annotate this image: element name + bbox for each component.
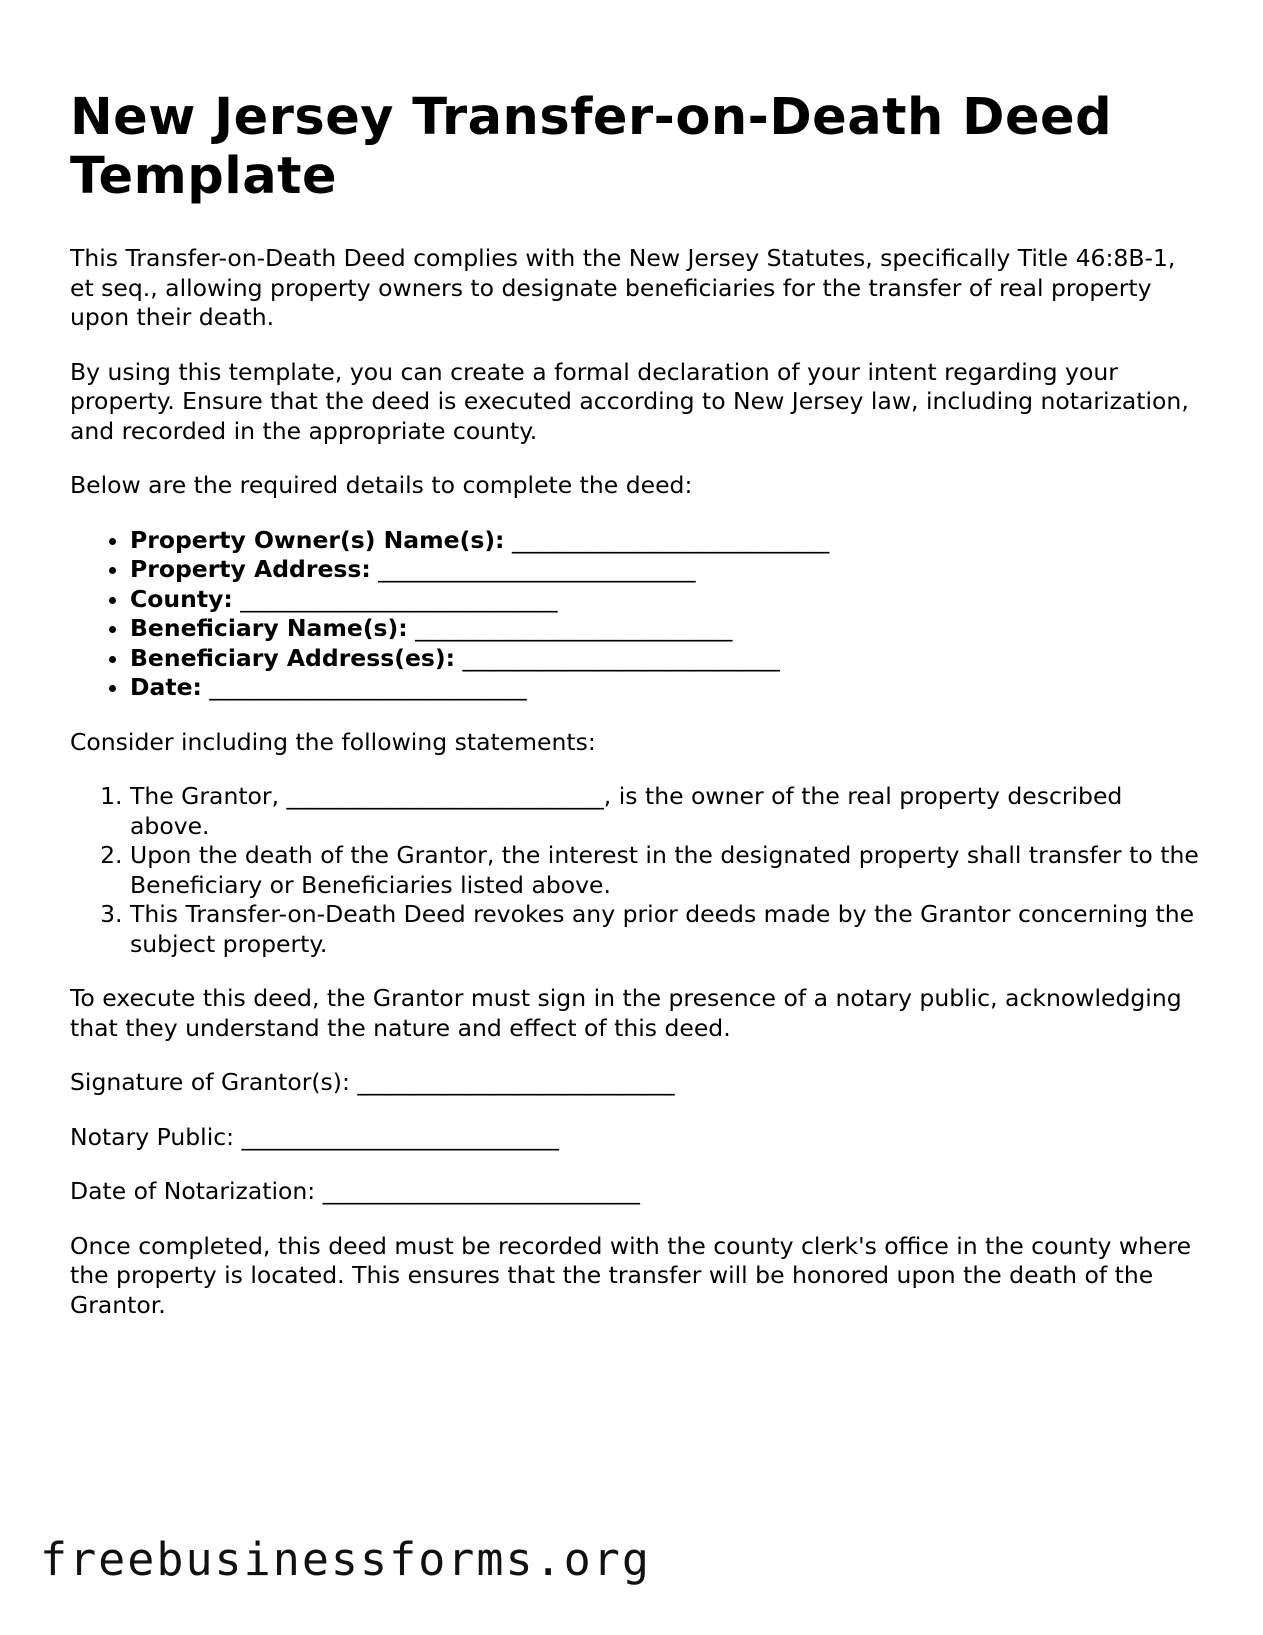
intro-paragraph: By using this template, you can create a formal declaration of your intent regarding your property. Ensure that the deed is executed according to New Jersey law, including notarization, and recorded in the appropriate county. bbox=[70, 357, 1189, 445]
blank-line: ___________________________ bbox=[286, 782, 604, 810]
intro-paragraph: This Transfer-on-Death Deed complies with the New Jersey Statutes, specifically Title 46:8B-1, et seq., allowing property owners to designate beneficiaries for the transfer of real property upon their death. bbox=[70, 244, 1176, 331]
execution-paragraph: To execute this deed, the Grantor must sign in the presence of a notary public, acknowledging that they understand the nature and effect of this deed. bbox=[70, 984, 1182, 1042]
blank-line: ___________________________ bbox=[241, 1122, 559, 1151]
list-item bbox=[130, 614, 1200, 644]
site-watermark: freebusinessforms.org bbox=[40, 1533, 651, 1586]
signature-label: Date of Notarization: bbox=[70, 1177, 316, 1205]
signature-line bbox=[70, 1177, 1200, 1207]
statements-intro: Consider including the following statements: bbox=[70, 727, 596, 756]
required-fields-list bbox=[70, 526, 1200, 703]
field-label: Beneficiary Address(es): bbox=[130, 643, 456, 672]
blank-line: ___________________________ bbox=[462, 643, 780, 672]
field-label: County: bbox=[130, 584, 233, 613]
statement-text: Upon the death of the Grantor, the interest in the designated property shall transfer to the Beneficiary or Beneficiaries listed above. bbox=[130, 841, 1199, 899]
list-item bbox=[130, 555, 1200, 585]
signature-label: Notary Public: bbox=[70, 1122, 235, 1151]
blank-line: ___________________________ bbox=[357, 1068, 675, 1096]
field-label: Property Address: bbox=[130, 555, 371, 583]
list-item bbox=[130, 644, 1200, 674]
signature-line bbox=[70, 1068, 1200, 1098]
blank-line: ___________________________ bbox=[378, 555, 696, 583]
blank-line: ___________________________ bbox=[240, 584, 558, 613]
blank-line: ___________________________ bbox=[415, 614, 733, 642]
closing-paragraph: Once completed, this deed must be recorded with the county clerk's office in the county where the property is located. This ensures that the transfer will be honored upon the death of the Grantor. bbox=[70, 1231, 1192, 1319]
intro-paragraph: Below are the required details to complete the deed: bbox=[70, 471, 693, 499]
field-label: Date: bbox=[130, 673, 202, 701]
list-item bbox=[130, 841, 1200, 900]
list-item bbox=[130, 900, 1200, 959]
blank-line: ___________________________ bbox=[511, 525, 830, 554]
statement-text: , is the owner of the real property described above. bbox=[130, 782, 1123, 840]
statements-list bbox=[70, 782, 1200, 959]
signature-label: Signature of Grantor(s): bbox=[70, 1068, 350, 1096]
statement-text: The Grantor, bbox=[130, 782, 287, 810]
list-item bbox=[130, 585, 1200, 615]
page-title: New Jersey Transfer-on-Death Deed Template bbox=[70, 88, 1113, 206]
blank-line: ___________________________ bbox=[322, 1177, 640, 1205]
signature-line bbox=[70, 1123, 1200, 1153]
blank-line: ___________________________ bbox=[209, 673, 527, 701]
field-label: Beneficiary Name(s): bbox=[130, 614, 408, 642]
statement-text: This Transfer-on-Death Deed revokes any prior deeds made by the Grantor concerning the subject property. bbox=[130, 900, 1195, 958]
list-item bbox=[130, 526, 1200, 556]
field-label: Property Owner(s) Name(s): bbox=[130, 525, 505, 554]
list-item bbox=[130, 673, 1200, 703]
list-item bbox=[130, 782, 1200, 841]
document-body bbox=[70, 88, 1200, 1345]
